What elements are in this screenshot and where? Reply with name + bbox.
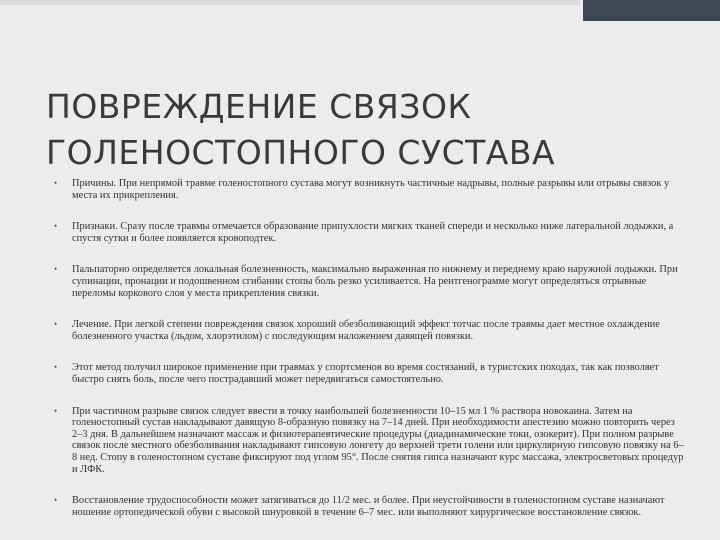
item-text: Причины. При непрямой травме голеностопного сустава могут возникнуть частичные надрывы, полные разрывы или отрывы связок у места их прикрепления.	[72, 178, 670, 201]
item-text: При частичном разрыве связок следует ввести в точку наибольшей болезненности 10–15 мл 1 % раствора новокаина. Затем на голеностопный сустав накладывают давящую 8-образную повязку на 7–14 дней. При необходимости апестезию можно повторить через 2–3 дня. В дальнейшем назначают массаж и физиотерапевтические процедуры (диадинамические токи, озокерит). При полном разрыве связок после местного обезболивания накладывают гипсовую лонгету до верхней трети голени или циркулярную гипсовую повязку на 6–8 нед. Стопу в голеностопном суставе фиксируют под углом 95°. После снятия гипса назначают курс массажа, электросветовых процедур и ЛФК.	[72, 405, 684, 475]
slide-title: ПОВРЕЖДЕНИЕ СВЯЗОК ГОЛЕНОСТОПНОГО СУСТАВА	[46, 87, 556, 172]
top-bar-light	[0, 0, 580, 5]
list-item	[52, 264, 684, 299]
item-text: Лечение. При легкой степени повреждения связок хороший обезболивающий эффект тотчас после травмы дает местное охлаждение болезненного участка (льдом, хлорэтилом) с последующим наложением давящей повязки.	[72, 319, 660, 342]
top-bar-dark	[583, 0, 720, 21]
list-item	[52, 495, 684, 518]
item-text: Пальпаторно определяется локальная болезненность, максимально выраженная по нижнему и переднему краю наружной лодыжки. При супинации, пронации и подошвенном сгибании стопы боль резко усиливается. На рентгенограмме могут определяться отрывные переломы коркового слоя у места прикрепления связки.	[72, 264, 678, 299]
bullet-icon: •	[54, 264, 58, 275]
list-item	[52, 406, 684, 476]
bullet-icon: •	[54, 362, 58, 373]
list-item	[52, 221, 684, 244]
bullet-icon: •	[54, 319, 58, 330]
item-text: Восстановление трудоспособности может затягиваться до 11/2 мес. и более. При неустойчивости в голеностопном суставе назначают ношение ортопедической обуви с высокой шнуровкой в течение 6–7 мес. или выполняют хирургическое восстановление связок.	[72, 495, 665, 518]
bullet-icon: •	[54, 221, 58, 232]
item-text: Этот метод получил широкое применение при травмах у спортсменов во время состязаний, в туристских походах, так как позволяет быстро снять боль, после чего пострадавший может передвигаться самостоятельно.	[72, 362, 659, 385]
bullet-icon: •	[54, 495, 58, 506]
list-item	[52, 319, 684, 342]
top-decoration-bar	[0, 0, 720, 28]
bullet-list	[52, 178, 684, 518]
bullet-icon: •	[54, 178, 58, 188]
item-text: Признаки. Сразу после травмы отмечается образование припухлости мягких тканей спереди и несколько ниже латеральной лодыжки, а спустя сутки и более появляется кровоподтек.	[72, 221, 674, 244]
list-item	[52, 178, 684, 201]
bullet-icon: •	[54, 405, 58, 416]
list-item	[52, 362, 684, 385]
